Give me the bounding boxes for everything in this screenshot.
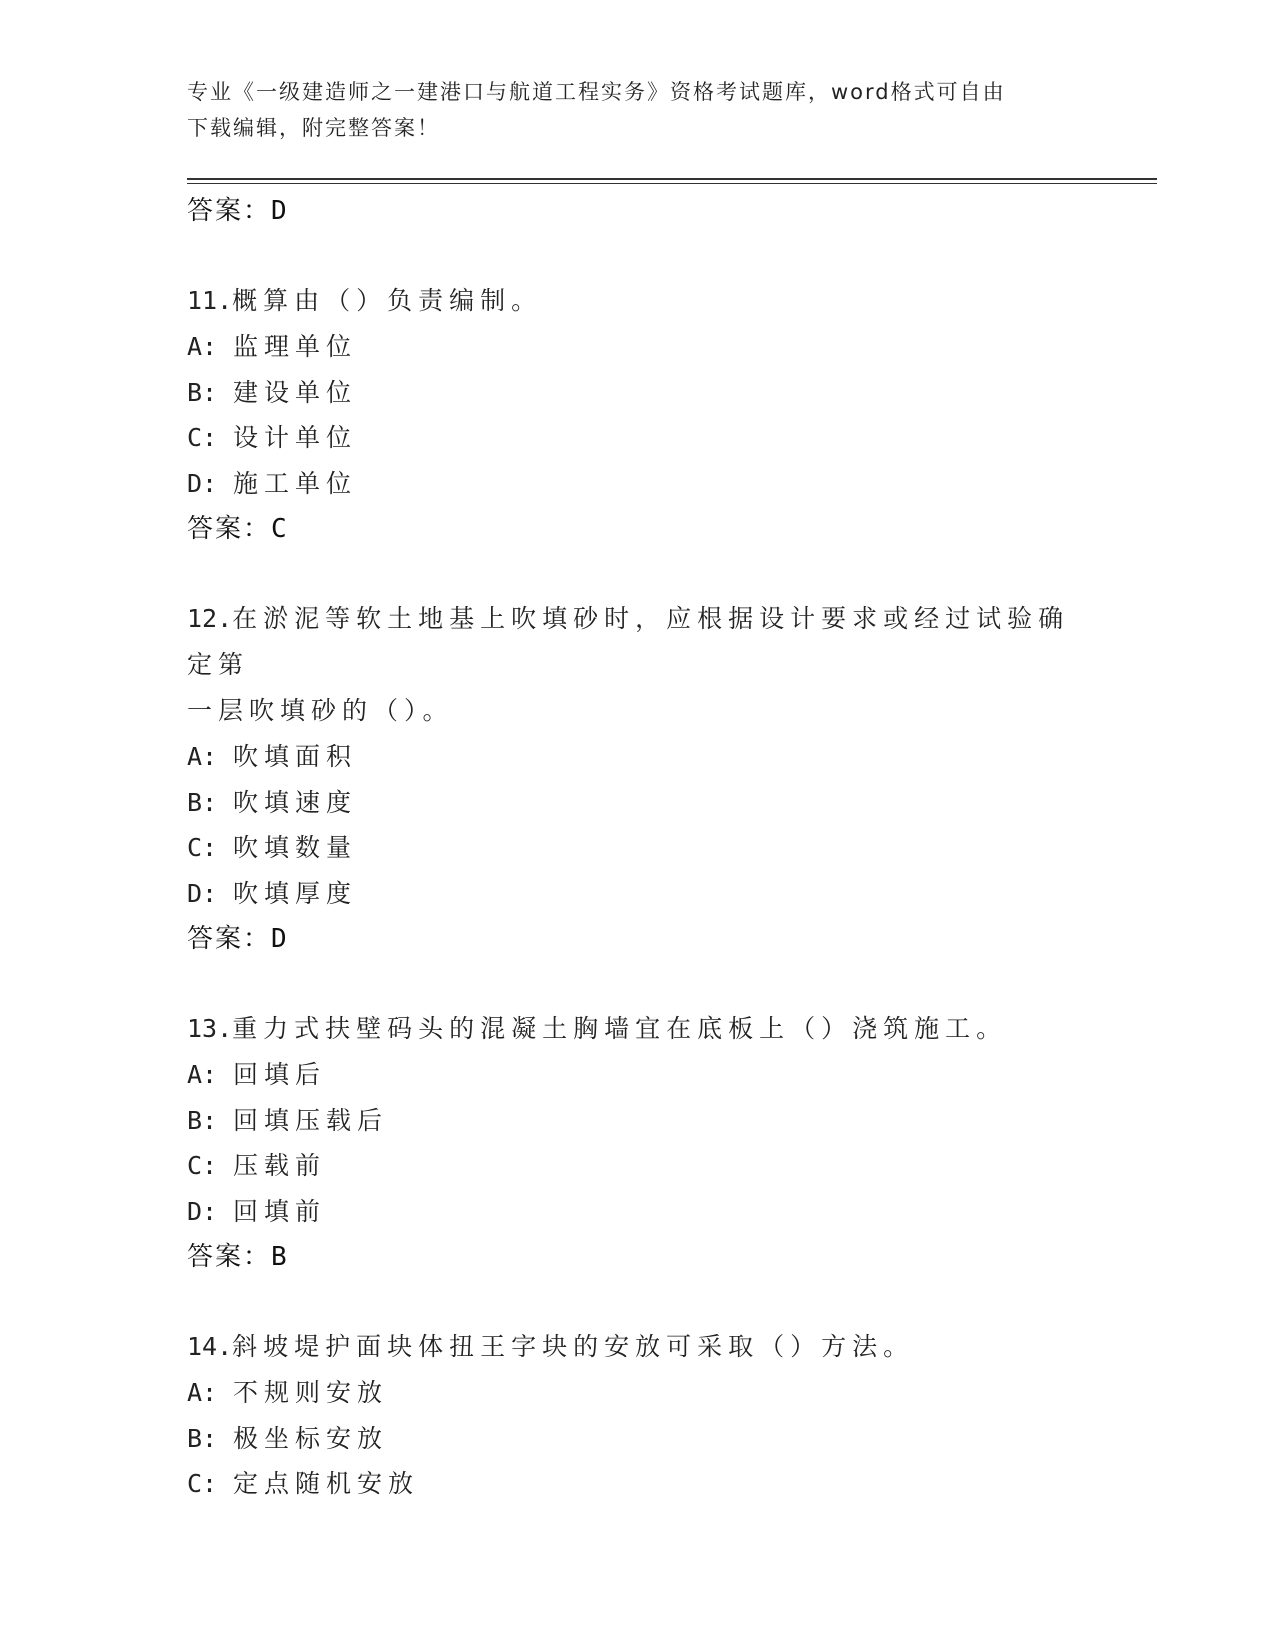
option-item [187, 734, 1087, 780]
option-text: 设计单位 [233, 423, 358, 452]
option-text: 吹填厚度 [233, 878, 358, 908]
answer-label: 答案： [187, 196, 272, 226]
answer-value: C [271, 514, 289, 544]
option-item [187, 1189, 1087, 1235]
spacer [187, 234, 1087, 278]
option-text: 吹填面积 [233, 742, 358, 771]
option-text: 建设单位 [233, 377, 358, 407]
option-key: A: [187, 332, 218, 361]
option-item [187, 1461, 1087, 1507]
document-header [187, 74, 1087, 146]
question-number: 14. [187, 1332, 233, 1361]
header-divider-thin [187, 183, 1157, 184]
question-list [187, 188, 1087, 1507]
question-stem [187, 278, 1087, 324]
question-block [187, 278, 1087, 552]
answer-value: D [271, 196, 289, 226]
question-text: 概算由（）负责编制。 [232, 286, 543, 315]
option-text: 吹填数量 [233, 833, 358, 862]
question-block [187, 1324, 1087, 1507]
option-item [187, 1416, 1087, 1462]
question-stem [187, 596, 1087, 688]
option-item [187, 415, 1087, 461]
question-number: 12. [187, 604, 233, 633]
option-text: 回填前 [233, 1196, 327, 1226]
option-text: 压载前 [233, 1151, 327, 1180]
answer-line [187, 916, 1087, 962]
option-item [187, 1370, 1087, 1416]
question-number: 11. [187, 286, 233, 315]
spacer [187, 552, 1087, 596]
option-item [187, 871, 1087, 917]
header-divider-thick [187, 178, 1157, 180]
answer-label: 答案： [187, 514, 272, 544]
answer-value: B [271, 1242, 289, 1272]
option-item [187, 780, 1087, 826]
header-line-1: 专业《一级建造师之一建港口与航道工程实务》资格考试题库，word格式可自由 [187, 80, 1006, 104]
option-text: 不规则安放 [233, 1378, 389, 1407]
option-key: C: [187, 1469, 218, 1498]
question-text: 在淤泥等软土地基上吹填砂时，应根据设计要求或经过试验确定第 [187, 604, 1070, 679]
option-item [187, 1143, 1087, 1189]
option-item [187, 1052, 1087, 1098]
answer-line [187, 188, 1087, 234]
option-key: A: [187, 742, 218, 771]
option-key: B: [187, 1105, 218, 1135]
answer-label: 答案： [187, 924, 272, 954]
option-key: A: [187, 1378, 218, 1407]
option-key: A: [187, 1060, 218, 1089]
option-item [187, 324, 1087, 370]
question-text: 重力式扶壁码头的混凝土胸墙宜在底板上（）浇筑施工。 [232, 1014, 1008, 1043]
spacer [187, 962, 1087, 1006]
question-block [187, 1006, 1087, 1280]
option-text: 极坐标安放 [233, 1423, 389, 1453]
option-key: B: [187, 377, 218, 407]
answer-line [187, 506, 1087, 552]
question-number: 13. [187, 1014, 233, 1043]
option-text: 监理单位 [233, 332, 358, 361]
option-key: B: [187, 787, 218, 817]
question-stem [187, 1324, 1087, 1370]
question-stem-continued: 一层吹填砂的（）。 [187, 696, 454, 725]
option-text: 施工单位 [233, 468, 358, 498]
spacer [187, 1280, 1087, 1324]
question-stem [187, 1006, 1087, 1052]
option-key: C: [187, 1151, 218, 1180]
option-key: C: [187, 423, 218, 452]
option-text: 定点随机安放 [233, 1469, 420, 1498]
option-key: D: [187, 878, 218, 908]
option-key: D: [187, 468, 218, 498]
option-text: 回填后 [233, 1060, 327, 1089]
option-key: D: [187, 1196, 218, 1226]
option-item [187, 1098, 1087, 1144]
option-item [187, 461, 1087, 507]
option-text: 吹填速度 [233, 787, 358, 817]
answer-value: D [271, 924, 289, 954]
answer-label: 答案： [187, 1242, 272, 1272]
option-key: C: [187, 833, 218, 862]
question-block [187, 596, 1087, 962]
header-line-2: 下载编辑，附完整答案！ [187, 116, 440, 140]
option-item [187, 370, 1087, 416]
question-text: 斜坡堤护面块体扭王字块的安放可采取（）方法。 [232, 1332, 915, 1361]
option-key: B: [187, 1423, 218, 1453]
option-item [187, 825, 1087, 871]
answer-line [187, 1234, 1087, 1280]
option-text: 回填压载后 [233, 1105, 389, 1135]
